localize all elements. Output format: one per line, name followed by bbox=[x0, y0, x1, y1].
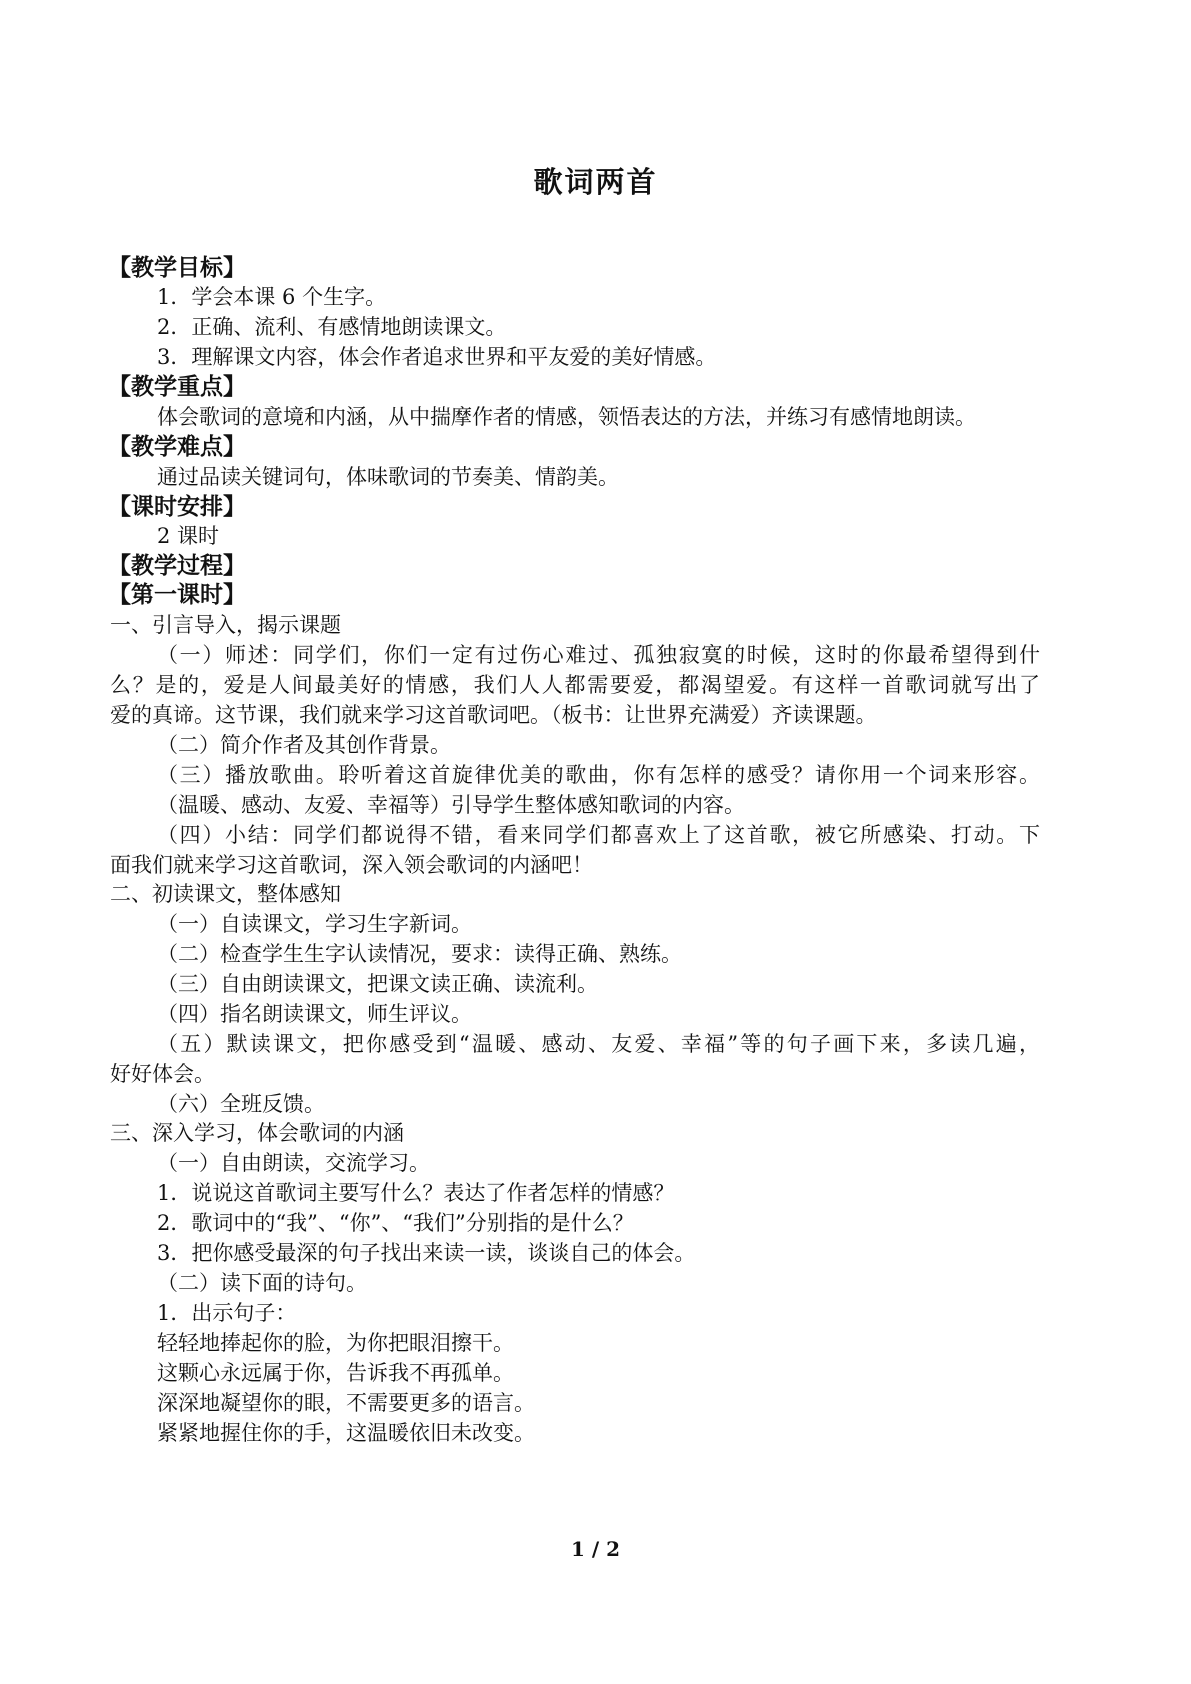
page-number: 1 / 2 bbox=[570, 1537, 621, 1561]
paragraph-line: （三）播放歌曲。聆听着这首旋律优美的歌曲，你有怎样的感受？请你用一个词来形容。 bbox=[157, 763, 1040, 787]
paragraph-line: 么？是的，爱是人间最美好的情感，我们人人都需要爱，都渴望爱。有这样一首歌词就写出了 bbox=[110, 673, 1040, 697]
paragraph-line: （二）读下面的诗句。 bbox=[157, 1271, 367, 1295]
paragraph-line: 面我们就来学习这首歌词，深入领会歌词的内涵吧！ bbox=[110, 853, 593, 877]
question-item: 3．把你感受最深的句子找出来读一读，谈谈自己的体会。 bbox=[157, 1241, 696, 1265]
heading-process: 【教学过程】 bbox=[108, 553, 246, 579]
heading-key-points: 【教学重点】 bbox=[108, 374, 246, 400]
paragraph-line: （四）指名朗读课文，师生评议。 bbox=[157, 1002, 472, 1026]
question-item: 2．歌词中的“我”、“你”、“我们”分别指的是什么？ bbox=[157, 1211, 634, 1235]
heading-first-lesson: 【第一课时】 bbox=[108, 582, 246, 608]
goal-item: 3．理解课文内容，体会作者追求世界和平友爱的美好情感。 bbox=[157, 345, 717, 369]
heading-difficulties: 【教学难点】 bbox=[108, 434, 246, 460]
paragraph-line: （三）自由朗读课文，把课文读正确、读流利。 bbox=[157, 972, 598, 996]
schedule-text: 2 课时 bbox=[157, 524, 220, 548]
paragraph-line: （二）检查学生生字认读情况，要求：读得正确、熟练。 bbox=[157, 942, 682, 966]
goal-item: 2．正确、流利、有感情地朗读课文。 bbox=[157, 315, 507, 339]
paragraph-line: （温暖、感动、友爱、幸福等）引导学生整体感知歌词的内容。 bbox=[157, 793, 745, 817]
paragraph-line: （一）自由朗读，交流学习。 bbox=[157, 1151, 430, 1175]
question-item: 1．说说这首歌词主要写什么？表达了作者怎样的情感？ bbox=[157, 1181, 675, 1205]
paragraph-line: （一）自读课文，学习生字新词。 bbox=[157, 912, 472, 936]
paragraph-line: 1．出示句子： bbox=[157, 1301, 297, 1325]
paragraph-line: （六）全班反馈。 bbox=[157, 1092, 325, 1116]
key-points-text: 体会歌词的意境和内涵，从中揣摩作者的情感，领悟表达的方法，并练习有感情地朗读。 bbox=[157, 405, 976, 429]
section-title: 一、引言导入，揭示课题 bbox=[110, 613, 341, 637]
paragraph-line: （五）默读课文，把你感受到“温暖、感动、友爱、幸福”等的句子画下来，多读几遍， bbox=[157, 1032, 1040, 1056]
verse-line: 轻轻地捧起你的脸，为你把眼泪擦干。 bbox=[157, 1331, 514, 1355]
section-title: 三、深入学习，体会歌词的内涵 bbox=[110, 1121, 404, 1145]
paragraph-line: （二）简介作者及其创作背景。 bbox=[157, 733, 451, 757]
goal-item: 1．学会本课 6 个生字。 bbox=[157, 285, 387, 309]
section-title: 二、初读课文，整体感知 bbox=[110, 882, 341, 906]
paragraph-line: （四）小结：同学们都说得不错，看来同学们都喜欢上了这首歌，被它所感染、打动。下 bbox=[157, 823, 1040, 847]
difficulties-text: 通过品读关键词句，体味歌词的节奏美、情韵美。 bbox=[157, 465, 619, 489]
paragraph-line: 爱的真谛。这节课，我们就来学习这首歌词吧。（板书：让世界充满爱）齐读课题。 bbox=[110, 703, 877, 727]
document-title: 歌词两首 bbox=[533, 165, 658, 199]
verse-line: 紧紧地握住你的手，这温暖依旧未改变。 bbox=[157, 1421, 535, 1445]
heading-schedule: 【课时安排】 bbox=[108, 494, 246, 520]
heading-goals: 【教学目标】 bbox=[108, 255, 246, 281]
paragraph-line: 好好体会。 bbox=[110, 1062, 215, 1086]
verse-line: 这颗心永远属于你，告诉我不再孤单。 bbox=[157, 1361, 514, 1385]
verse-line: 深深地凝望你的眼，不需要更多的语言。 bbox=[157, 1391, 535, 1415]
paragraph-line: （一）师述：同学们，你们一定有过伤心难过、孤独寂寞的时候，这时的你最希望得到什 bbox=[157, 643, 1040, 667]
